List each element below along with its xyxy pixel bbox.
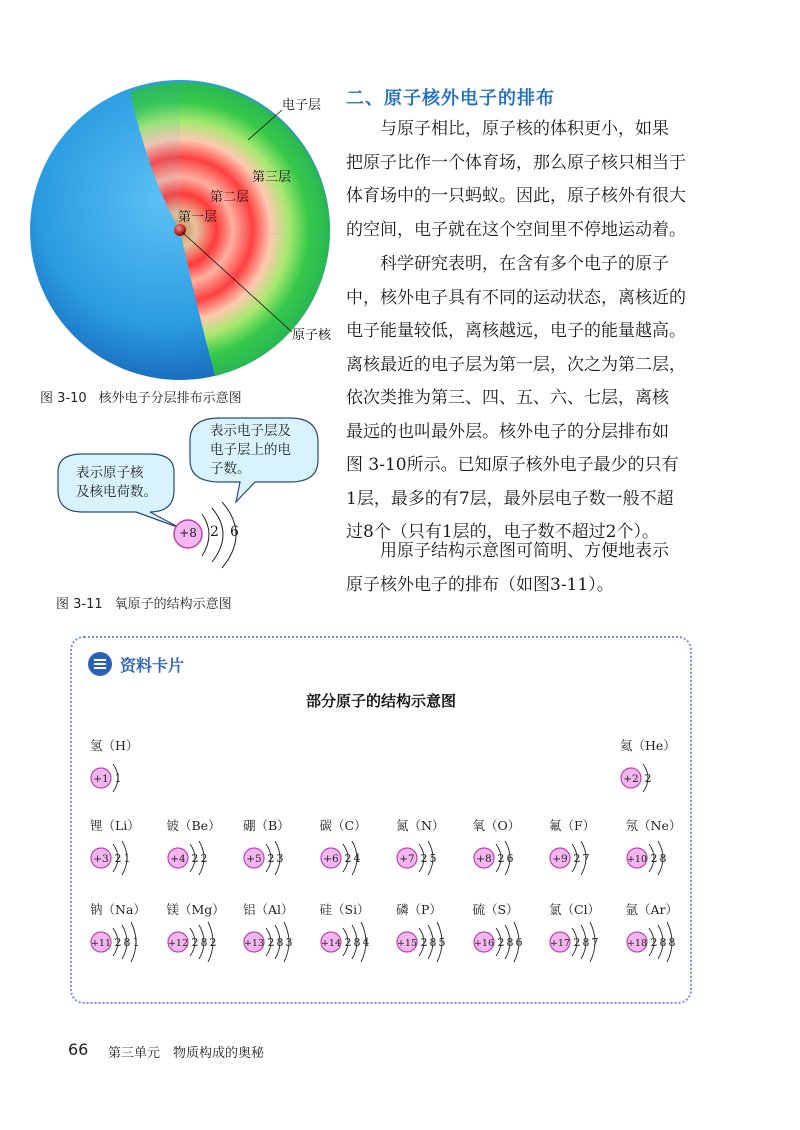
figure-3-10-caption: 图 3-10 核外电子分层排布示意图	[40, 391, 242, 406]
atom-name: 碳（C）	[319, 818, 367, 833]
shell-electron-count: 2	[650, 852, 657, 865]
atom-diagram	[396, 816, 476, 878]
atom-structure	[396, 920, 476, 964]
label-layer-3: 第三层	[252, 170, 292, 185]
page-number: 66	[68, 1040, 89, 1059]
nuclear-charge: +9	[552, 853, 568, 865]
shell-electron-count: 8	[429, 936, 437, 949]
shell-electron-count: 2	[420, 936, 428, 949]
nuclear-charge: +3	[93, 853, 109, 865]
oxygen-nucleus-charge: +8	[179, 526, 197, 540]
atom-name: 氧（O）	[472, 818, 521, 833]
atom-structure	[243, 836, 323, 880]
shell-electron-count: 8	[659, 936, 666, 949]
document-icon	[88, 652, 112, 676]
shell-electron-count: 2	[267, 852, 275, 865]
shell-electron-count: 7	[591, 936, 599, 949]
atom-diagram	[243, 816, 323, 878]
atom-name: 硅（Si）	[319, 902, 370, 917]
atom-name: 硫（S）	[472, 902, 519, 917]
atom-name: 硼（B）	[243, 818, 290, 833]
shell-electron-count: 2	[200, 852, 207, 865]
shell-electron-count: 1	[114, 772, 122, 785]
shell-electron-count: 2	[267, 936, 275, 949]
oxygen-shell-2-count: 6	[230, 524, 239, 540]
atom-diagram	[626, 816, 706, 878]
nuclear-charge: +5	[246, 853, 262, 865]
shell-electron-count: 1	[123, 852, 131, 865]
running-footer: 第三单元 物质构成的奥秘	[108, 1046, 265, 1061]
shell-electron-count: 5	[429, 852, 437, 865]
shell-electron-count: 8	[668, 936, 675, 949]
atom-name: 氮（N）	[396, 818, 445, 833]
atom-name: 镁（Mg）	[166, 902, 225, 917]
nuclear-charge: +8	[475, 853, 492, 865]
shell-electron-count: 1	[132, 936, 140, 949]
atom-diagram	[396, 900, 476, 962]
nuclear-charge: +2	[623, 773, 639, 785]
shell-electron-count: 8	[276, 936, 284, 949]
atom-diagram	[167, 900, 247, 962]
atom-name: 锂（Li）	[90, 818, 140, 833]
shell-electron-count: 2	[114, 936, 122, 949]
atom-structure	[90, 836, 170, 880]
shell-electron-count: 2	[497, 936, 504, 949]
label-electron-layer: 电子层	[282, 98, 322, 113]
nuclear-charge: +11	[90, 938, 112, 949]
atom-name: 氯（Cl）	[549, 902, 601, 917]
info-card	[70, 636, 692, 1004]
nuclear-charge: +15	[396, 938, 418, 949]
atom-structure	[626, 836, 706, 880]
shell-electron-count: 8	[506, 936, 513, 949]
shell-electron-count: 3	[285, 936, 293, 949]
paragraph-1: 与原子相比，原子核的体积更小，如果 把原子比作一个体育场，那么原子核只相当于 体育场中的一只蚂蚁。因此，原子核外有很大 的空间，电子就在这个空间里不停地运动着。	[346, 119, 686, 240]
shell-electron-count: 2	[573, 936, 581, 949]
figure-3-11	[40, 410, 340, 585]
figure-3-11-caption: 图 3-11 氧原子的结构示意图	[56, 597, 232, 612]
shell-electron-count: 2	[644, 772, 652, 785]
shell-electron-count: 2	[114, 852, 122, 865]
shell-electron-count: 8	[353, 936, 360, 949]
atom-structure	[90, 756, 170, 800]
card-subtitle: 部分原子的结构示意图	[305, 692, 456, 710]
atom-structure	[549, 920, 629, 964]
atom-name: 磷（P）	[396, 902, 442, 917]
atom-structure	[626, 920, 706, 964]
atom-structure	[243, 920, 323, 964]
nuclear-charge: +13	[243, 938, 265, 949]
atom-structure	[167, 920, 247, 964]
atom-diagram	[549, 900, 629, 962]
nuclear-charge: +14	[320, 938, 341, 949]
figure-3-10	[30, 60, 350, 390]
shell-electron-count: 8	[659, 852, 666, 865]
bubble-right-text: 表示电子层及 电子层上的电 子数。	[210, 423, 291, 477]
atom-structure	[473, 836, 553, 880]
oxygen-shell-1-count: 2	[210, 524, 219, 540]
atom-name: 氩（Ar）	[625, 902, 679, 917]
atom-diagram	[626, 900, 706, 962]
atom-structure	[320, 920, 400, 964]
atom-name: 氦（He）	[620, 738, 676, 753]
shell-electron-count: 2	[650, 936, 657, 949]
atom-name: 氖（Ne）	[625, 818, 682, 833]
atom-name: 铍（Be）	[166, 818, 221, 833]
nuclear-charge: +12	[167, 938, 188, 949]
shell-electron-count: 3	[276, 852, 284, 865]
atom-structure	[620, 756, 700, 800]
atom-name: 氟（F）	[549, 818, 596, 833]
nuclear-charge: +16	[473, 938, 494, 949]
nuclear-charge: +4	[169, 853, 186, 865]
shell-electron-count: 2	[344, 852, 351, 865]
atom-structure	[473, 920, 553, 964]
shell-electron-count: 4	[353, 852, 360, 865]
label-nucleus: 原子核	[292, 328, 332, 343]
nuclear-charge: +18	[626, 938, 647, 949]
atom-diagram	[620, 736, 700, 798]
shell-electron-count: 2	[191, 852, 198, 865]
shell-electron-count: 7	[582, 852, 590, 865]
nuclear-charge: +17	[549, 938, 571, 949]
atom-diagram	[167, 816, 247, 878]
shell-electron-count: 8	[582, 936, 590, 949]
shell-electron-count: 2	[209, 936, 216, 949]
atom-structure	[167, 836, 247, 880]
atom-diagram	[549, 816, 629, 878]
shell-electron-count: 8	[123, 936, 131, 949]
nuclear-charge: +6	[322, 853, 339, 865]
atom-name: 铝（Al）	[243, 902, 294, 917]
shell-electron-count: 2	[573, 852, 581, 865]
atom-structure	[396, 836, 476, 880]
atom-diagram	[473, 900, 553, 962]
bubble-left-text: 表示原子核 及核电荷数。	[76, 465, 157, 500]
atom-name: 钠（Na）	[90, 902, 146, 917]
shell-electron-count: 2	[191, 936, 198, 949]
atom-diagram	[473, 816, 553, 878]
shell-electron-count: 6	[515, 936, 522, 949]
shell-electron-count: 2	[497, 852, 504, 865]
atom-structure	[90, 920, 170, 964]
label-layer-2: 第二层	[210, 190, 250, 205]
atom-diagram	[90, 816, 170, 878]
shell-electron-count: 2	[344, 936, 351, 949]
shell-electron-count: 4	[362, 936, 369, 949]
atom-diagram	[320, 900, 400, 962]
shell-electron-count: 2	[420, 852, 428, 865]
shell-electron-count: 8	[200, 936, 207, 949]
shell-electron-count: 5	[438, 936, 446, 949]
nuclear-charge: +10	[626, 854, 647, 865]
atom-structure	[320, 836, 400, 880]
nuclear-charge: +1	[93, 773, 109, 785]
atom-name: 氢（H）	[90, 738, 139, 753]
atom-diagram	[243, 900, 323, 962]
card-title: 资料卡片	[120, 656, 185, 675]
label-layer-1: 第一层	[178, 210, 218, 225]
shell-electron-count: 6	[506, 852, 513, 865]
paragraph-2: 科学研究表明，在含有多个电子的原子 中，核外电子具有不同的运动状态，离核近的 电子能量较低，离核越远，电子的能量越高。 离核最近的电子层为第一层，次之为第二层， 依次类推为第三、四、五、六、七层，离核 最远的也叫最外层。核外电子的分层排布如 图 3-10所示。已知原子核外电子最少的只有 1层，最多的有7层，最外层电子数一般不超 过8个（只有1层的，电子数不超过2个）。	[346, 254, 686, 542]
atom-diagram	[90, 900, 170, 962]
atom-diagram	[320, 816, 400, 878]
paragraph-3: 用原子结构示意图可简明、方便地表示 原子核外电子的排布（如图3-11）。	[346, 541, 669, 595]
section-title: 二、原子核外电子的排布	[346, 88, 555, 109]
nuclear-charge: +7	[399, 853, 415, 865]
atom-diagram	[90, 736, 170, 798]
atom-structure	[549, 836, 629, 880]
